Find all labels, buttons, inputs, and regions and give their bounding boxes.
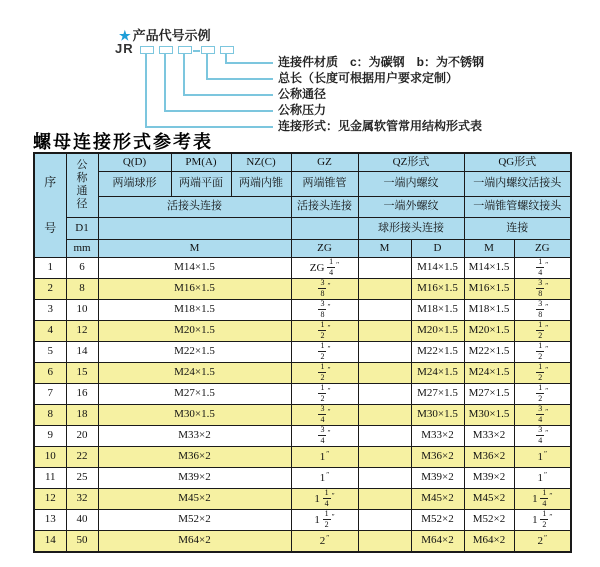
cell-gz-zg: 1 $\frac{1}{2}$ ″ [291, 509, 358, 530]
cell-m-thread: M16×1.5 [98, 278, 291, 299]
nut-connection-reference-table [33, 152, 572, 553]
cell-gz-zg: $\frac{1}{2}$ ″ [291, 341, 358, 362]
cell-dn-mm: 10 [66, 299, 98, 320]
header-group-pma: PM(A) [171, 153, 231, 171]
table-row [34, 404, 571, 425]
header-empty-gz [291, 217, 358, 239]
cell-dn-mm: 32 [66, 488, 98, 509]
cell-m-thread: M20×1.5 [98, 320, 291, 341]
cell-qg-zg: $\frac{3}{8}$ ″ [514, 299, 571, 320]
cell-m-thread: M36×2 [98, 446, 291, 467]
table-row [34, 467, 571, 488]
cell-gz-zg: $\frac{3}{8}$ ″ [291, 299, 358, 320]
table-title: 螺母连接形式参考表 [33, 132, 213, 153]
cell-qz-m [358, 299, 411, 320]
diagram-label-connection: 连接形式：见金属软管常用结构形式表 [278, 119, 483, 133]
header-mm: mm [66, 239, 98, 257]
cell-dn-mm: 16 [66, 383, 98, 404]
cell-qg-m: M39×2 [464, 467, 514, 488]
cell-qg-m: M22×1.5 [464, 341, 514, 362]
star-icon: ★ [119, 28, 131, 43]
cell-m-thread: M22×1.5 [98, 341, 291, 362]
cell-qg-m: M36×2 [464, 446, 514, 467]
table-row [34, 299, 571, 320]
table-row [34, 446, 571, 467]
header-group-qd: Q(D) [98, 153, 171, 171]
header-form-qd: 两端球形 [98, 171, 171, 196]
header-ball-joint-qz: 球形接头连接 [358, 217, 464, 239]
table-row [34, 278, 571, 299]
cell-qz-d: M30×1.5 [411, 404, 464, 425]
cell-gz-zg: 1″ [291, 467, 358, 488]
cell-seq: 6 [34, 362, 66, 383]
table-row [34, 257, 571, 278]
header-d1: D1 [66, 217, 98, 239]
header-thread-m: M [98, 239, 291, 257]
cell-qg-m: M45×2 [464, 488, 514, 509]
cell-qg-zg: $\frac{3}{4}$ ″ [514, 425, 571, 446]
cell-seq: 10 [34, 446, 66, 467]
cell-qz-d: M14×1.5 [411, 257, 464, 278]
cell-dn-mm: 25 [66, 467, 98, 488]
cell-dn-mm: 18 [66, 404, 98, 425]
diagram-label-pressure: 公称压力 [278, 103, 327, 117]
cell-qg-zg: $\frac{1}{4}$ ″ [514, 257, 571, 278]
header-conn-gz: 活接头连接 [291, 196, 358, 217]
diagram-label-material: 连接件材质 c：为碳钢 b：为不锈钢 [278, 55, 485, 69]
connector-line [164, 54, 166, 110]
cell-qz-m [358, 446, 411, 467]
product-code-heading-text: 产品代号示例 [132, 28, 211, 43]
cell-gz-zg: 1 $\frac{1}{4}$ ″ [291, 488, 358, 509]
cell-dn-mm: 8 [66, 278, 98, 299]
cell-gz-zg: $\frac{1}{2}$ ″ [291, 362, 358, 383]
cell-qg-m: M30×1.5 [464, 404, 514, 425]
code-box-5 [220, 46, 234, 54]
cell-qg-m: M33×2 [464, 425, 514, 446]
connector-line [183, 94, 273, 96]
cell-qz-d: M18×1.5 [411, 299, 464, 320]
header-group-qz: QZ形式 [358, 153, 464, 171]
cell-m-thread: M14×1.5 [98, 257, 291, 278]
cell-dn-mm: 12 [66, 320, 98, 341]
connector-line [225, 54, 227, 62]
header-form-qz: 一端内螺纹 [358, 171, 464, 196]
cell-gz-zg: 1″ [291, 446, 358, 467]
cell-qg-m: M16×1.5 [464, 278, 514, 299]
cell-qz-m [358, 341, 411, 362]
cell-seq: 3 [34, 299, 66, 320]
cell-gz-zg: $\frac{1}{2}$ ″ [291, 320, 358, 341]
connector-line [206, 78, 273, 80]
cell-qz-d: M24×1.5 [411, 362, 464, 383]
connector-line [225, 62, 273, 64]
header-connect-qg: 连接 [464, 217, 571, 239]
cell-qg-zg: $\frac{1}{2}$ ″ [514, 383, 571, 404]
cell-seq: 5 [34, 341, 66, 362]
cell-qz-m [358, 404, 411, 425]
cell-qz-m [358, 488, 411, 509]
header-thread-qg-m: M [464, 239, 514, 257]
cell-qz-m [358, 257, 411, 278]
cell-qg-m: M52×2 [464, 509, 514, 530]
header-group-gz: GZ [291, 153, 358, 171]
cell-qg-m: M20×1.5 [464, 320, 514, 341]
cell-gz-zg: $\frac{1}{2}$ ″ [291, 383, 358, 404]
cell-qz-d: M45×2 [411, 488, 464, 509]
cell-m-thread: M64×2 [98, 530, 291, 552]
cell-qz-d: M39×2 [411, 467, 464, 488]
code-box-2 [159, 46, 173, 54]
cell-seq: 11 [34, 467, 66, 488]
cell-m-thread: M52×2 [98, 509, 291, 530]
cell-qg-m: M27×1.5 [464, 383, 514, 404]
cell-qg-m: M14×1.5 [464, 257, 514, 278]
cell-qg-zg: $\frac{3}{4}$ ″ [514, 404, 571, 425]
cell-gz-zg: $\frac{3}{4}$ ″ [291, 404, 358, 425]
cell-seq: 2 [34, 278, 66, 299]
header-form-nzc: 两端内锥 [231, 171, 291, 196]
cell-m-thread: M45×2 [98, 488, 291, 509]
cell-qz-m [358, 467, 411, 488]
cell-seq: 4 [34, 320, 66, 341]
table-row [34, 488, 571, 509]
cell-dn-mm: 50 [66, 530, 98, 552]
connector-line [206, 54, 208, 78]
cell-dn-mm: 20 [66, 425, 98, 446]
cell-seq: 14 [34, 530, 66, 552]
cell-seq: 9 [34, 425, 66, 446]
cell-qg-zg: 2″ [514, 530, 571, 552]
header-form-gz: 两端锥管 [291, 171, 358, 196]
header-conn-left: 活接头连接 [98, 196, 291, 217]
table-row [34, 362, 571, 383]
cell-seq: 13 [34, 509, 66, 530]
cell-qg-zg: $\frac{1}{2}$ ″ [514, 341, 571, 362]
cell-qz-d: M36×2 [411, 446, 464, 467]
code-box-3 [178, 46, 192, 54]
cell-seq: 8 [34, 404, 66, 425]
cell-m-thread: M33×2 [98, 425, 291, 446]
cell-qz-d: M20×1.5 [411, 320, 464, 341]
connector-line [183, 54, 185, 94]
cell-qg-zg: $\frac{3}{8}$ ″ [514, 278, 571, 299]
table-row [34, 509, 571, 530]
cell-dn-mm: 40 [66, 509, 98, 530]
cell-qz-d: M27×1.5 [411, 383, 464, 404]
cell-qg-zg: 1 $\frac{1}{2}$ ″ [514, 509, 571, 530]
cell-dn-mm: 22 [66, 446, 98, 467]
cell-qz-m [358, 530, 411, 552]
cell-seq: 12 [34, 488, 66, 509]
connector-line [164, 110, 273, 112]
cell-qz-d: M16×1.5 [411, 278, 464, 299]
cell-qz-m [358, 509, 411, 530]
header-empty-left [98, 217, 291, 239]
cell-qg-zg: $\frac{1}{2}$ ″ [514, 320, 571, 341]
cell-gz-zg: ZG $\frac{1}{4}$ ″ [291, 257, 358, 278]
cell-qg-m: M18×1.5 [464, 299, 514, 320]
diagram-label-length: 总长（长度可根据用户要求定制） [278, 71, 459, 85]
cell-m-thread: M24×1.5 [98, 362, 291, 383]
cell-qz-m [358, 383, 411, 404]
cell-dn-mm: 6 [66, 257, 98, 278]
header-conn-qz: 一端外螺纹 [358, 196, 464, 217]
cell-qg-zg: 1″ [514, 446, 571, 467]
cell-qz-m [358, 278, 411, 299]
cell-qg-zg: 1 $\frac{1}{4}$ ″ [514, 488, 571, 509]
cell-qz-d: M33×2 [411, 425, 464, 446]
header-seq: 序 号 [34, 153, 66, 257]
header-thread-zg: ZG [291, 239, 358, 257]
cell-gz-zg: $\frac{3}{8}$ ″ [291, 278, 358, 299]
cell-qz-d: M52×2 [411, 509, 464, 530]
code-box-4 [201, 46, 215, 54]
cell-qz-m [358, 425, 411, 446]
diagram-label-dn: 公称通径 [278, 87, 327, 101]
cell-m-thread: M27×1.5 [98, 383, 291, 404]
header-thread-qg-zg: ZG [514, 239, 571, 257]
cell-m-thread: M39×2 [98, 467, 291, 488]
cell-qz-d: M64×2 [411, 530, 464, 552]
cell-m-thread: M18×1.5 [98, 299, 291, 320]
code-box-1 [140, 46, 154, 54]
cell-m-thread: M30×1.5 [98, 404, 291, 425]
cell-seq: 1 [34, 257, 66, 278]
connector-line [145, 54, 147, 126]
table-row [34, 320, 571, 341]
cell-qg-zg: 1″ [514, 467, 571, 488]
header-group-qg: QG形式 [464, 153, 571, 171]
cell-dn-mm: 14 [66, 341, 98, 362]
table-row [34, 425, 571, 446]
header-dn: 公 称 通 径 [66, 153, 98, 217]
table-row [34, 383, 571, 404]
header-thread-qz-d: D [411, 239, 464, 257]
cell-dn-mm: 15 [66, 362, 98, 383]
header-conn-qg: 一端锥管螺纹接头 [464, 196, 571, 217]
cell-qg-m: M64×2 [464, 530, 514, 552]
cell-qz-m [358, 320, 411, 341]
code-prefix: JR [115, 41, 134, 56]
cell-seq: 7 [34, 383, 66, 404]
code-dash [193, 50, 200, 52]
cell-qz-m [358, 362, 411, 383]
header-form-qg: 一端内螺纹活接头 [464, 171, 571, 196]
header-thread-qz-m: M [358, 239, 411, 257]
cell-gz-zg: $\frac{3}{4}$ ″ [291, 425, 358, 446]
header-group-nzc: NZ(C) [231, 153, 291, 171]
cell-gz-zg: 2″ [291, 530, 358, 552]
cell-qg-m: M24×1.5 [464, 362, 514, 383]
header-form-pma: 两端平面 [171, 171, 231, 196]
cell-qz-d: M22×1.5 [411, 341, 464, 362]
cell-qg-zg: $\frac{1}{2}$ ″ [514, 362, 571, 383]
table-row [34, 530, 571, 552]
table-row [34, 341, 571, 362]
